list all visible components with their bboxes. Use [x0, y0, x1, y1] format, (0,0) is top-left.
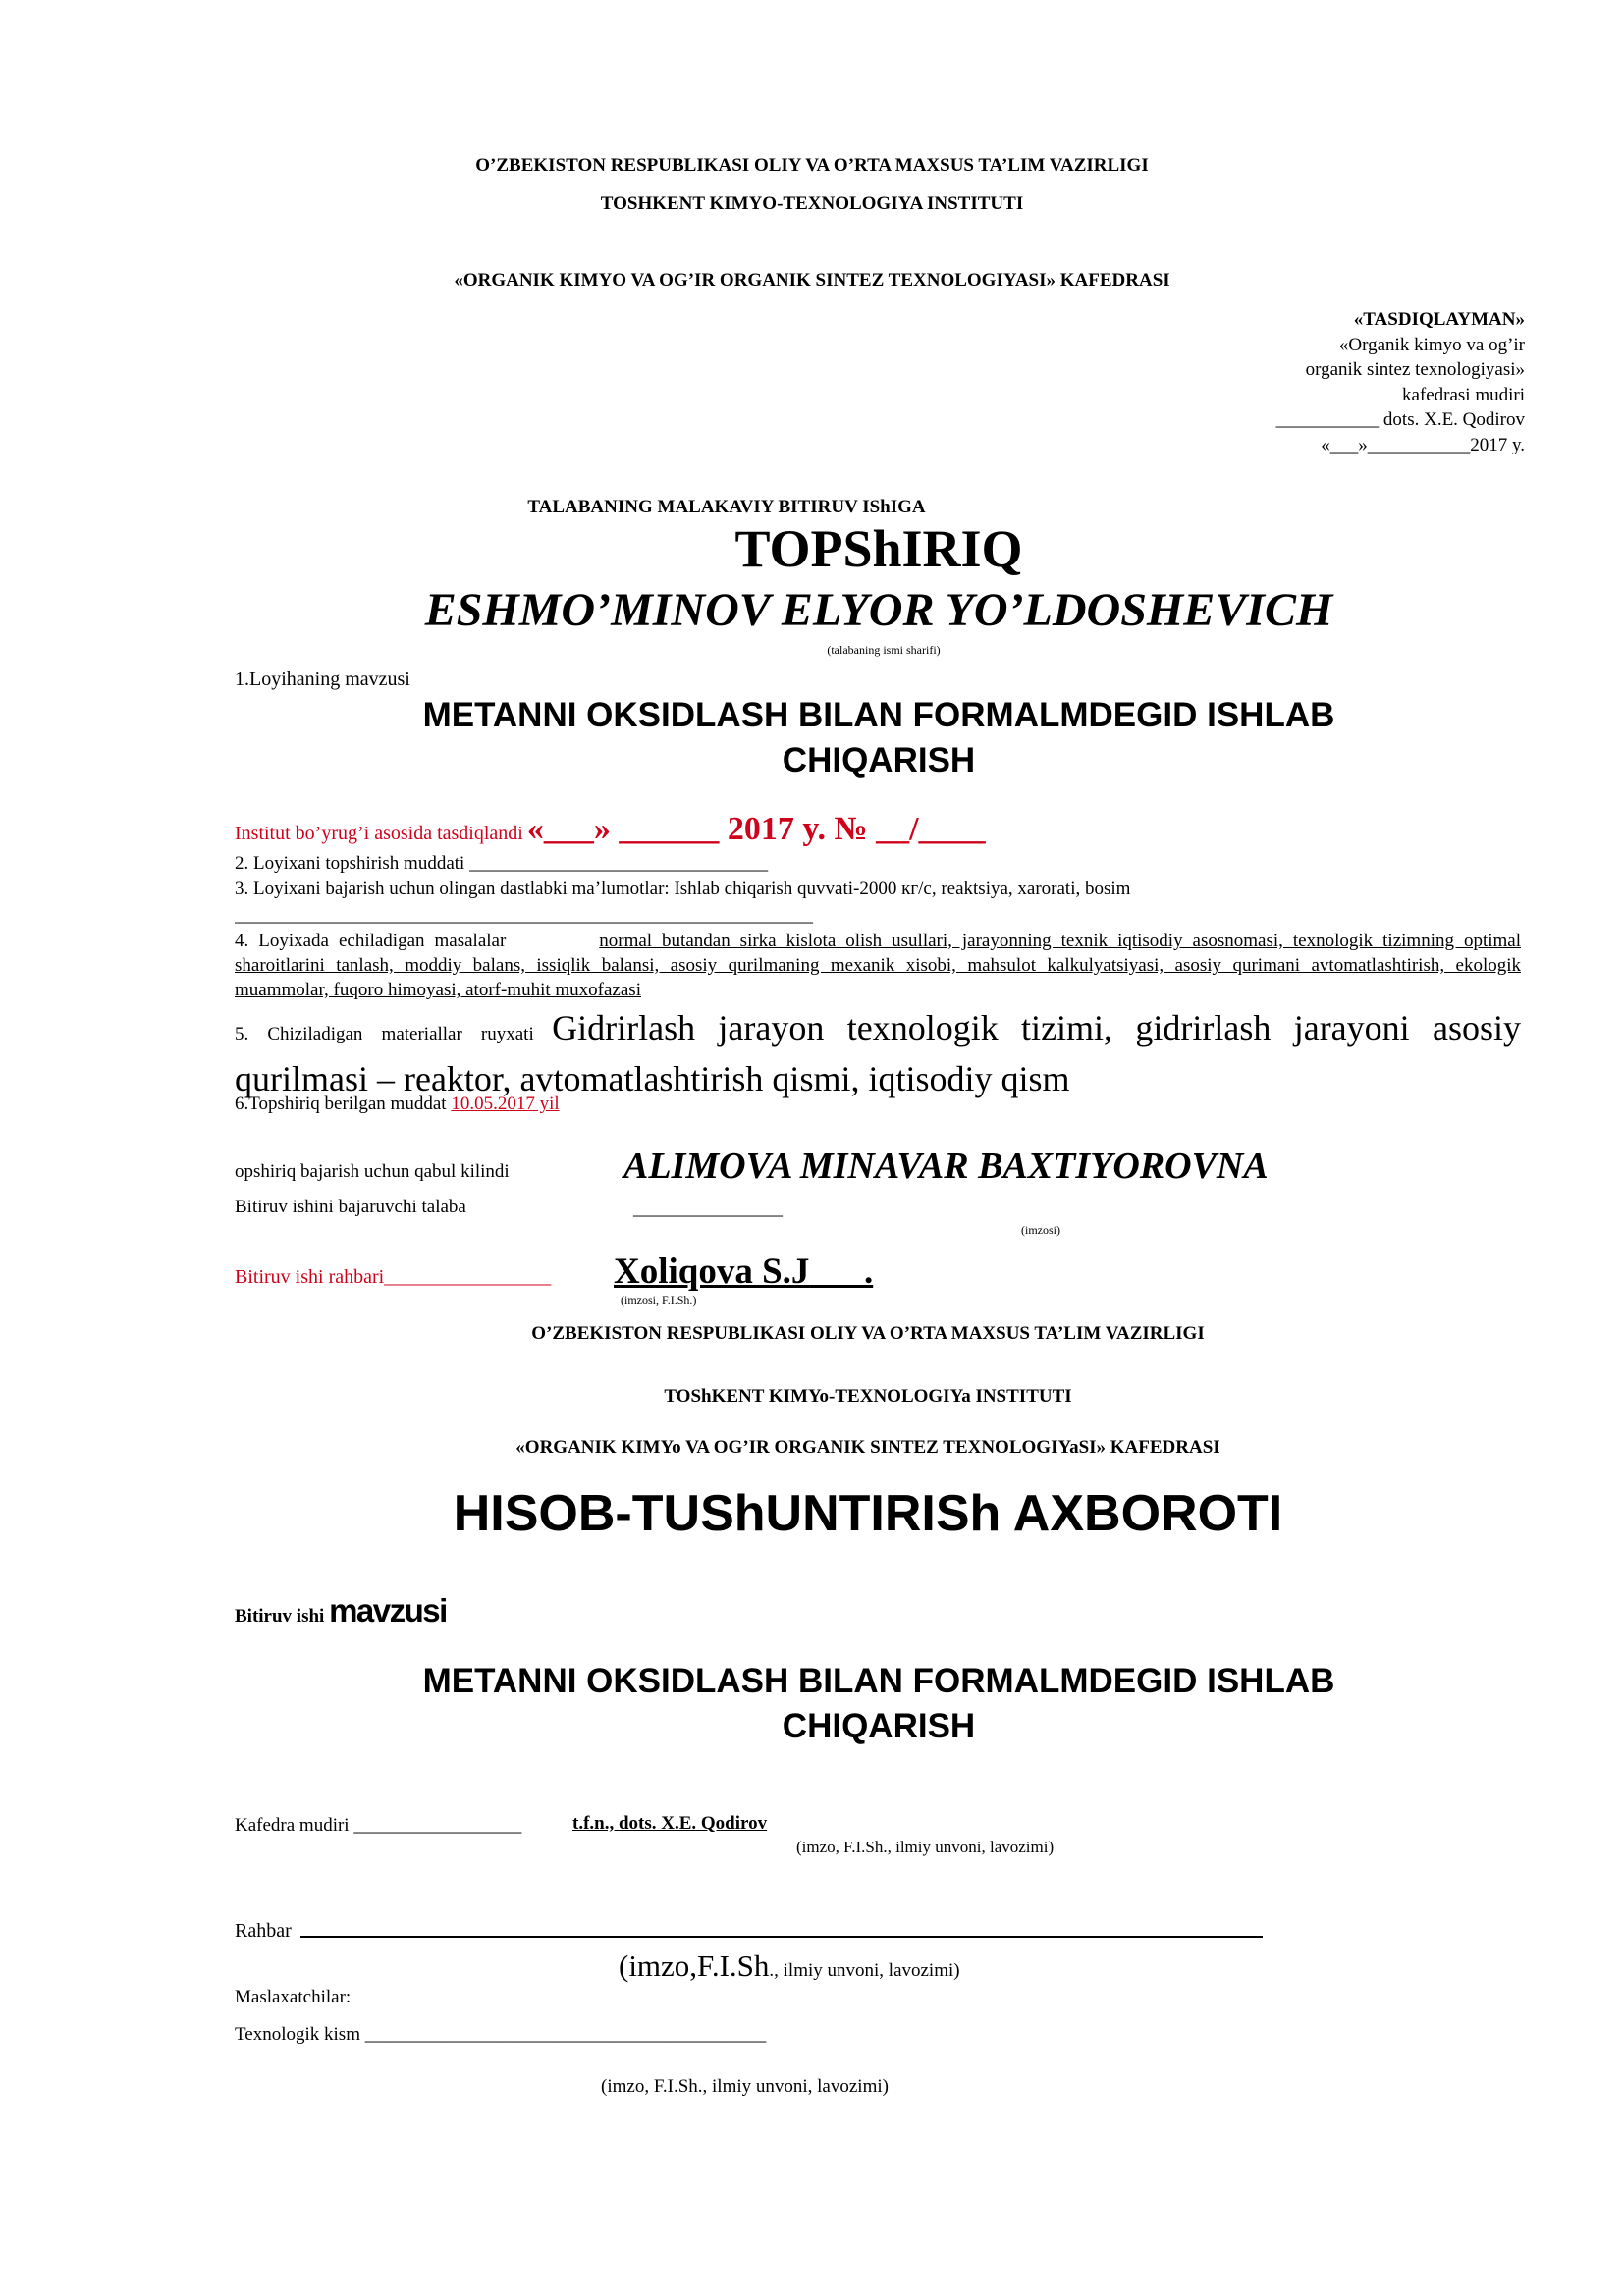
assignment-for: TALABANING MALAKAVIY BITIRUV IShIGA — [527, 497, 926, 517]
department-heading: «ORGANIK KIMYO VA OG’IR ORGANIK SINTEZ TEXNOLOGIYASI» KAFEDRASI — [454, 270, 1170, 291]
topic-line: METANNI OKSIDLASH BILAN FORMALMDEGID ISHLAB — [422, 696, 1335, 734]
department-heading-2: «ORGANIK KIMYo VA OG’IR ORGANIK SINTEZ TEXNOLOGIYaSI» KAFEDRASI — [515, 1437, 1220, 1458]
rahbar-caption-small: ., ilmiy unvoni, lavozimi) — [769, 1960, 960, 1981]
supervisor-name-tail: . — [809, 1252, 874, 1292]
approval-signature-line: ___________ dots. X.E. Qodirov — [1275, 409, 1525, 430]
institute-heading: TOSHKENT KIMYO-TEXNOLOGIYA INSTITUTI — [600, 193, 1024, 214]
item-materials-text: Gidrirlash jarayon texnologik tizimi, gidrirlash jarayoni asosiy qurilmasi – reaktor, avtomatlashtirish qismi, iqtisodiy qism — [235, 1008, 1522, 1098]
approval-block — [1034, 307, 1525, 457]
rahbar-signature-line — [300, 1936, 1263, 1938]
consultants-label: Maslaxatchilar: — [235, 1987, 352, 2007]
topic-label-small: Bitiruv ishi — [235, 1606, 330, 1627]
topic-line: CHIQARISH — [782, 741, 976, 779]
student-signature-caption: (imzosi) — [1021, 1223, 1060, 1237]
rahbar-label: Rahbar — [235, 1920, 292, 1942]
topic-line: METANNI OKSIDLASH BILAN FORMALMDEGID ISHLAB — [422, 1662, 1335, 1700]
institute-heading-2: TOShKENT KIMYo-TEXNOLOGIYa INSTITUTI — [664, 1386, 1072, 1407]
supervisor-label: Bitiruv ishi rahbari_________________ — [235, 1266, 552, 1288]
supervisor-name — [614, 1251, 873, 1293]
student-name: ESHMO’MINOV ELYOR YO’LDOSHEVICH — [424, 584, 1333, 636]
ministry-heading: O’ZBEKISTON RESPUBLIKASI OLIY VA O’RTA MAXSUS TA’LIM VAZIRLIGI — [475, 155, 1149, 176]
order-line — [235, 811, 986, 848]
student-signature-line: ________________ — [633, 1199, 783, 1219]
topic-title — [0, 693, 1624, 783]
item-initial-data-line: ______________________________________________________________ — [235, 905, 813, 926]
item-tasks-label: 4. Loyixada echiladigan masalalar — [235, 931, 507, 951]
item-initial-data: 3. Loyixani bajarish uchun olingan dastlabki ma’lumotlar: Ishlab chiqarish quvvati-2000 кг/с, reaktsiya, xarorati, bosim — [235, 879, 1131, 899]
item-issue-date — [235, 1094, 560, 1115]
approval-title: «TASDIQLAYMAN» — [1353, 309, 1525, 330]
item-issue-date-label: 6.Topshiriq berilgan muddat — [235, 1094, 447, 1114]
accepted-label: opshiriq bajarish uchun qabul kilindi — [235, 1161, 510, 1182]
supervisor-name-text: Xoliqova S.J — [614, 1252, 810, 1292]
head-caption: (imzo, F.I.Sh., ilmiy unvoni, lavozimi) — [796, 1838, 1055, 1856]
topic-label: 1.Loyihaning mavzusi — [235, 668, 410, 690]
approval-line: kafedrasi mudiri — [1401, 384, 1525, 405]
assignment-title: TOPShIRIQ — [734, 519, 1023, 578]
report-title: HISOB-TUShUNTIRISh AXBOROTI — [453, 1485, 1283, 1542]
item-materials-label: 5. Chiziladigan materiallar ruyxati — [235, 1024, 534, 1044]
topic-label-2 — [235, 1592, 447, 1629]
topic-line: CHIQARISH — [782, 1707, 976, 1745]
student-name-caption: (talabaning ismi sharifi) — [827, 643, 941, 657]
head-name: t.f.n., dots. X.E. Qodirov — [572, 1813, 768, 1834]
ministry-heading-2: O’ZBEKISTON RESPUBLIKASI OLIY VA O’RTA MAXSUS TA’LIM VAZIRLIGI — [531, 1323, 1205, 1344]
approval-line: «Organik kimyo va og’ir — [1338, 334, 1525, 355]
approval-line: organik sintez texnologiyasi» — [1305, 359, 1525, 380]
topic-title-2 — [0, 1659, 1624, 1749]
order-label: Institut bo’yrug’i asosida tasdiqlandi — [235, 823, 523, 844]
supervisor-caption: (imzosi, F.I.Sh.) — [621, 1293, 697, 1307]
rahbar-caption-big: (imzo,F.I.Sh — [619, 1949, 770, 1983]
topic-label-big: mavzusi — [329, 1592, 447, 1629]
tech-part-label: Texnologik kism ___________________________________________ — [235, 2024, 767, 2045]
approval-date-line: «___»___________2017 y. — [1321, 434, 1525, 455]
order-value: «___» ______ 2017 y. № __/____ — [526, 811, 986, 847]
accepted-name: ALIMOVA MINAVAR BAXTIYOROVNA — [623, 1146, 1269, 1187]
tech-part-caption: (imzo, F.I.Sh., ilmiy unvoni, lavozimi) — [601, 2076, 889, 2097]
item-tasks — [235, 929, 1521, 1002]
item-issue-date-value: 10.05.2017 yil — [451, 1094, 560, 1114]
head-label: Kafedra mudiri __________________ — [235, 1815, 522, 1836]
student-label: Bitiruv ishini bajaruvchi talaba — [235, 1197, 466, 1217]
item-deadline: 2. Loyixani topshirish muddati ________________________________ — [235, 853, 769, 874]
item-tasks-text: normal butandan sirka kislota olish usullari, jarayonning texnik iqtisodiy asosnomasi, texnologik tizimning optimal sharoitlarini tanlash, moddiy balans, issiqlik balansi, asosiy qurilmaning mexanik xisobi, mahsulot kalkulyatsiyasi, asosiy qurimani avtomatlashtirish, ekologik muammolar, fuqoro himoyasi, atorf-muhit muxofazasi — [235, 931, 1521, 1000]
rahbar-caption — [619, 1949, 960, 1984]
